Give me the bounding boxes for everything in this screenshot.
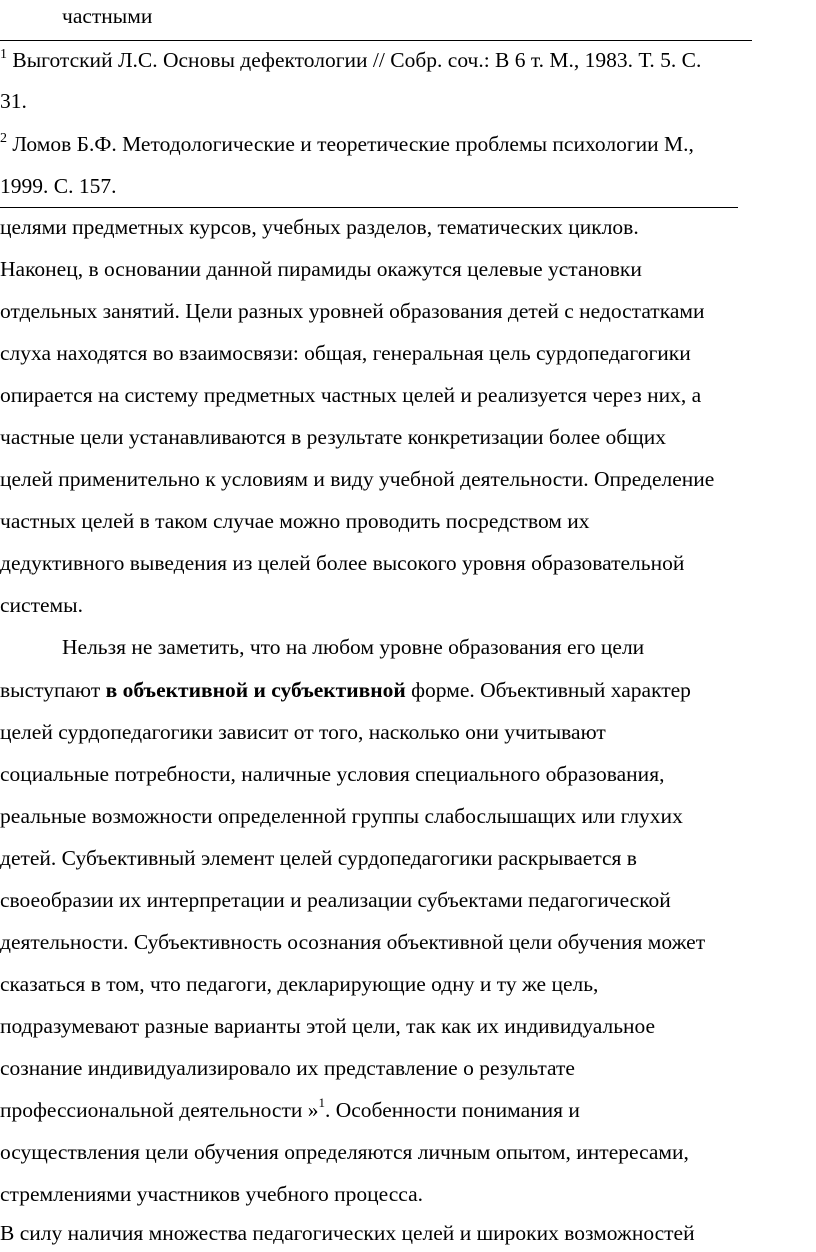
body-line xyxy=(0,1094,580,1123)
body-line: сознание индивидуализировало их представление о результате xyxy=(0,1056,575,1080)
body-line: осуществления цели обучения определяются личным опытом, интересами, xyxy=(0,1140,689,1164)
body-line: частных целей в таком случае можно проводить посредством их xyxy=(0,509,590,533)
footnote-ref: 1 xyxy=(318,1094,325,1110)
body-line: своеобразии их интерпретации и реализации субъектами педагогической xyxy=(0,888,671,912)
top-fragment: частными xyxy=(62,4,153,28)
footnote-1 xyxy=(0,47,701,73)
body-text: профессиональной деятельности » xyxy=(0,1098,319,1122)
body-line: социальные потребности, наличные условия специального образования, xyxy=(0,762,665,786)
footnote-separator-top xyxy=(0,40,752,41)
footnote-2-text: Ломов Б.Ф. Методологические и теоретические проблемы психологии М., xyxy=(12,132,694,156)
body-text: форме. Объективный характер xyxy=(405,678,691,702)
body-line: слуха находятся во взаимосвязи: общая, генеральная цель сурдопедагогики xyxy=(0,341,691,365)
body-text: . Особенности понимания и xyxy=(324,1098,580,1122)
body-line: подразумевают разные варианты этой цели, так как их индивидуальное xyxy=(0,1014,656,1038)
paragraph-indent-line: Нельзя не заметить, что на любом уровне образования его цели xyxy=(62,635,645,659)
footnote-1-number: 1 xyxy=(0,46,7,62)
body-text: выступают xyxy=(0,678,106,702)
body-line: частные цели устанавливаются в результате конкретизации более общих xyxy=(0,425,666,449)
body-line: отдельных занятий. Цели разных уровней образования детей с недостатками xyxy=(0,299,705,323)
bold-phrase: в объективной и субъективной xyxy=(105,678,406,702)
footnote-2-continuation: 1999. С. 157. xyxy=(0,174,117,198)
footnote-1-continuation: 31. xyxy=(0,89,27,113)
body-line: реальные возможности определенной группы слабослышащих или глухих xyxy=(0,804,683,828)
body-line: целями предметных курсов, учебных разделов, тематических циклов. xyxy=(0,215,639,239)
body-line xyxy=(0,677,691,703)
footnote-2-number: 2 xyxy=(0,130,7,146)
footnote-separator-bottom xyxy=(0,207,738,208)
body-line: В силу наличия множества педагогических целей и широких возможностей xyxy=(0,1221,695,1245)
body-line: дедуктивного выведения из целей более высокого уровня образовательной xyxy=(0,551,685,575)
body-line: системы. xyxy=(0,593,83,617)
body-line: стремлениями участников учебного процесса. xyxy=(0,1182,424,1206)
body-line: деятельности. Субъективность осознания объективной цели обучения может xyxy=(0,930,706,954)
body-line: целей сурдопедагогики зависит от того, насколько они учитывают xyxy=(0,720,606,744)
footnote-1-text: Выготский Л.С. Основы дефектологии // Собр. соч.: В 6 т. М., 1983. Т. 5. С. xyxy=(12,48,702,72)
body-line: опирается на систему предметных частных целей и реализуется через них, а xyxy=(0,383,702,407)
body-line: Наконец, в основании данной пирамиды окажутся целевые установки xyxy=(0,257,642,281)
body-line: целей применительно к условиям и виду учебной деятельности. Определение xyxy=(0,467,715,491)
footnote-2 xyxy=(0,131,694,157)
body-line: детей. Субъективный элемент целей сурдопедагогики раскрывается в xyxy=(0,846,637,870)
body-line: сказаться в том, что педагоги, декларирующие одну и ту же цель, xyxy=(0,972,599,996)
